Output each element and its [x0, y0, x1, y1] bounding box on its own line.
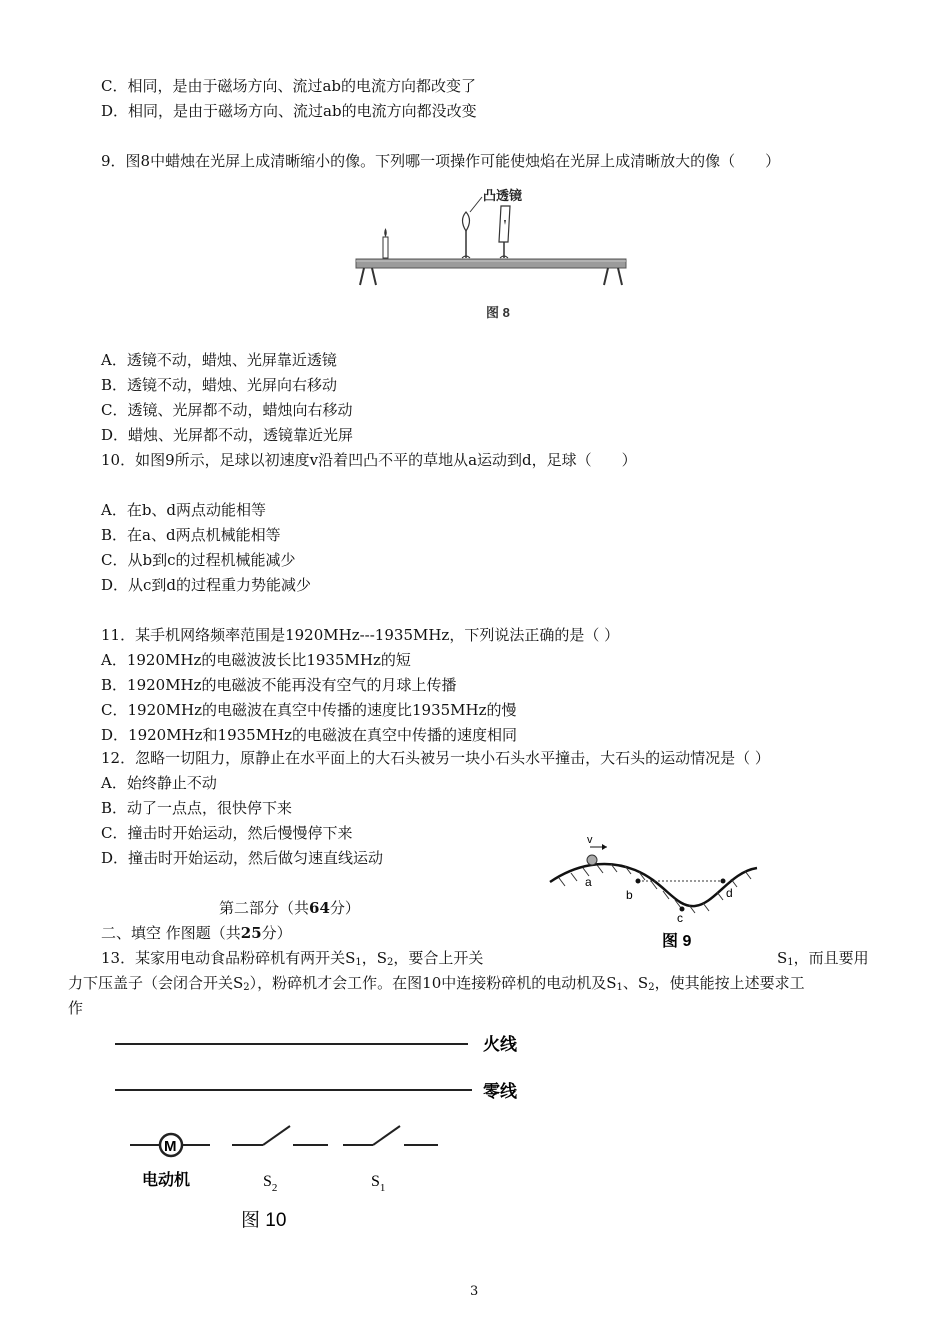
q9-option-d: D．蜡烛、光屏都不动，透镜靠近光屏 — [101, 426, 354, 444]
figure-8-caption: 图 8 — [486, 305, 510, 320]
figure-9-caption: 图 9 — [662, 933, 692, 950]
q13-line2: 力下压盖子（会闭合开关$S_2$），粉碎机才会工作。在图10中连接粉碎机的电动机及$S_1$、$S_2$，使其能按上述要求工 — [68, 974, 805, 993]
figure-10 — [100, 1025, 540, 1235]
figure-10-caption: 图 10 — [241, 1210, 287, 1231]
q11-option-c: C．1920MHz的电磁波在真空中传播的速度比1935MHz的慢 — [101, 701, 517, 719]
s1-label: $S_1$ — [371, 1173, 386, 1194]
q13-line3: 作 — [68, 999, 84, 1017]
motor-letter: M — [164, 1138, 177, 1155]
q12-option-a: A．始终静止不动 — [101, 774, 217, 792]
page-number: 3 — [470, 1284, 479, 1299]
candle — [383, 237, 388, 258]
q10-option-a: A．在b、d两点动能相等 — [101, 501, 267, 519]
part2-title: 第二部分（共64分） — [219, 899, 360, 917]
motor-label: 电动机 — [142, 1172, 191, 1189]
velocity-label: v — [587, 834, 593, 846]
q9-option-c: C．透镜、光屏都不动，蜡烛向右移动 — [101, 401, 353, 419]
q9-option-b: B．透镜不动，蜡烛、光屏向右移动 — [101, 376, 338, 394]
q10-option-d: D．从c到d的过程重力势能减少 — [101, 576, 312, 594]
q10-stem: 10．如图9所示，足球以初速度v沿着凹凸不平的草地从a运动到d，足球（ ） — [101, 451, 637, 469]
point-c-label: c — [677, 911, 683, 925]
football — [587, 855, 597, 865]
switch-s1 — [373, 1126, 400, 1145]
q11-option-d: D．1920MHz和1935MHz的电磁波在真空中传播的速度相同 — [101, 726, 518, 744]
s2-label: $S_2$ — [263, 1173, 278, 1194]
q10-option-b: B．在a、d两点机械能相等 — [101, 526, 281, 544]
live-wire-label: 火线 — [483, 1035, 517, 1054]
q12-option-d: D．撞击时开始运动，然后做匀速直线运动 — [101, 849, 384, 867]
section2-title: 二、填空 作图题（共25分） — [101, 924, 292, 942]
q10-option-c: C．从b到c的过程机械能减少 — [101, 551, 296, 569]
q9-stem: 9．图8中蜡烛在光屏上成清晰缩小的像。下列哪一项操作可能使烛焰在光屏上成清晰放大的像（ ） — [101, 152, 781, 170]
figure-9 — [545, 830, 765, 952]
q9-option-a: A．透镜不动，蜡烛、光屏靠近透镜 — [101, 351, 337, 369]
point-a-label: a — [585, 875, 592, 889]
q8-option-c: C．相同，是由于磁场方向、流过ab的电流方向都改变了 — [101, 77, 477, 95]
q8-option-d: D．相同，是由于磁场方向、流过ab的电流方向都没改变 — [101, 102, 477, 120]
optical-bench — [356, 259, 626, 268]
q11-stem: 11．某手机网络频率范围是1920MHz---1935MHz，下列说法正确的是（ ） — [101, 626, 620, 644]
lens-label: 凸透镜 — [483, 188, 523, 203]
q12-option-c: C．撞击时开始运动，然后慢慢停下来 — [101, 824, 353, 842]
q12-option-b: B．动了一点点，很快停下来 — [101, 799, 293, 817]
neutral-wire-label: 零线 — [483, 1082, 517, 1101]
switch-s2 — [263, 1126, 290, 1145]
q13-line1-right: $S_1$，而且要用 — [777, 949, 869, 968]
q13-line1: 13．某家用电动食品粉碎机有两开关$S_1$，$S_2$，要合上开关 — [101, 949, 484, 968]
point-b-label: b — [626, 888, 633, 902]
q11-option-a: A．1920MHz的电磁波波长比1935MHz的短 — [101, 651, 411, 669]
light-screen — [499, 206, 510, 242]
figure-8 — [350, 182, 640, 324]
q11-option-b: B．1920MHz的电磁波不能再没有空气的月球上传播 — [101, 676, 457, 694]
point-d-label: d — [726, 886, 733, 900]
q12-stem: 12．忽略一切阻力，原静止在水平面上的大石头被另一块小石头水平撞击，大石头的运动情况是（ ） — [101, 749, 770, 767]
